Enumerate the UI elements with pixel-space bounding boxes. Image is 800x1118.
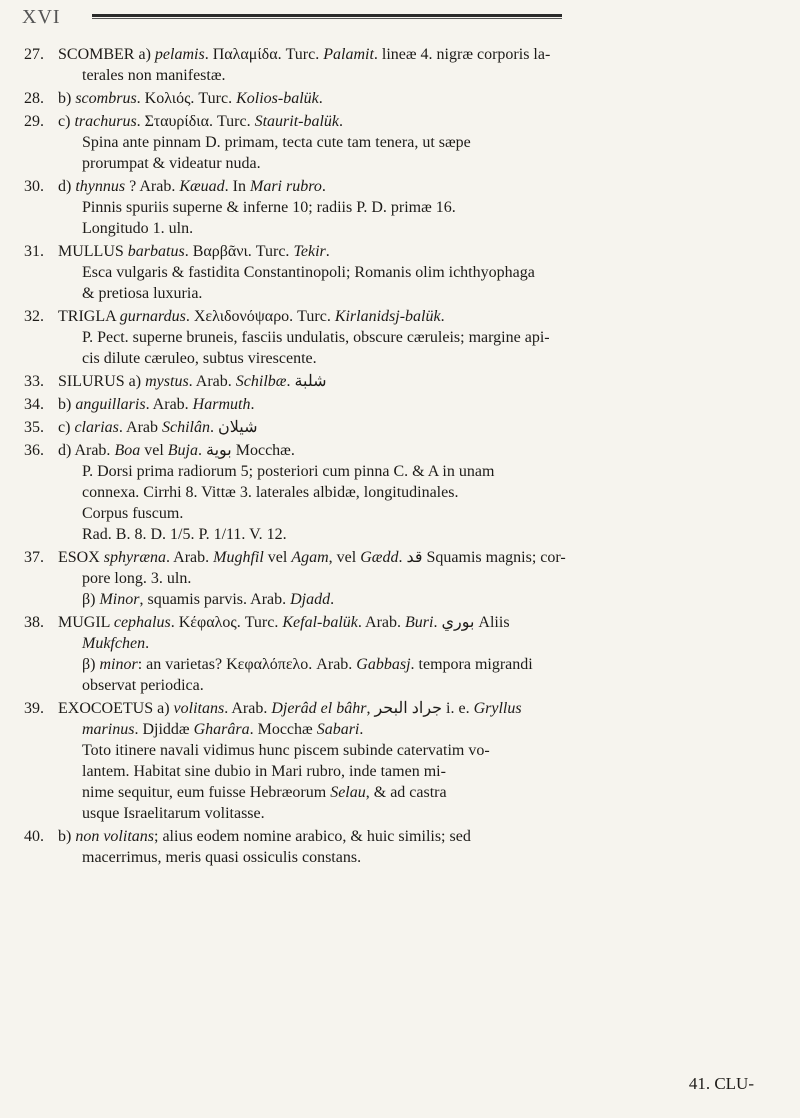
entry-line: ESOX sphyræna. Arab. Mughfil vel Agam, vel Gædd. قد Squamis magnis; cor- — [58, 549, 566, 566]
entry-line: d) thynnus ? Arab. Kæuad. In Mari rubro. — [58, 178, 326, 195]
entry-number: 38. — [24, 614, 44, 631]
entry-line: Spina ante pinnam D. primam, tecta cute tam tenera, ut sæpe — [82, 134, 471, 151]
entry-line: P. Pect. superne bruneis, fasciis undulatis, obscure cæruleis; margine api- — [82, 329, 550, 346]
entry-27 — [0, 44, 800, 86]
entry-line: marinus. Djiddæ Gharâra. Mocchæ Sabari. — [82, 721, 364, 738]
entry-line: Esca vulgaris & fastidita Constantinopoli; Romanis olim ichthyophaga — [82, 264, 535, 281]
entry-line: EXOCOETUS a) volitans. Arab. Djerâd el bâhr, جراد البحر i. e. Gryllus — [58, 700, 522, 717]
entry-line: SCOMBER a) pelamis. Παλαμίδα. Turc. Palamit. lineæ 4. nigræ corporis la- — [58, 46, 551, 63]
entry-line: c) clarias. Arab Schilân. شيلان — [58, 419, 258, 436]
entry-38 — [0, 612, 800, 696]
entry-number: 40. — [24, 828, 44, 845]
entry-number: 35. — [24, 419, 44, 436]
entry-40 — [0, 826, 800, 868]
entry-line: MUGIL cephalus. Κέφαλος. Turc. Kefal-balük. Arab. Buri. بوري Aliis — [58, 614, 510, 631]
entry-line: TRIGLA gurnardus. Χελιδονόψαρο. Turc. Kirlanidsj-balük. — [58, 308, 445, 325]
entry-line: SILURUS a) mystus. Arab. Schilbæ. شلبة — [58, 373, 327, 390]
entry-37 — [0, 547, 800, 610]
catchword: 41. CLU- — [688, 1074, 754, 1093]
header-rule — [92, 14, 562, 17]
header-rule-thin — [92, 18, 562, 19]
entry-line: lantem. Habitat sine dubio in Mari rubro, inde tamen mi- — [82, 763, 446, 780]
entry-number: 33. — [24, 373, 44, 390]
entry-line: b) anguillaris. Arab. Harmuth. — [58, 396, 255, 413]
entry-number: 28. — [24, 90, 44, 107]
entry-number: 39. — [24, 700, 44, 717]
entry-number: 34. — [24, 396, 44, 413]
entry-line: observat periodica. — [82, 677, 204, 694]
entry-line: b) non volitans; alius eodem nomine arabico, & huic similis; sed — [58, 828, 471, 845]
entry-line: usque Israelitarum volitasse. — [82, 805, 265, 822]
entry-28 — [0, 88, 800, 109]
entry-30 — [0, 176, 800, 239]
entry-line: c) trachurus. Σταυρίδια. Turc. Staurit-balük. — [58, 113, 344, 130]
entry-line: Corpus fuscum. — [82, 505, 184, 522]
entry-36 — [0, 440, 800, 545]
entry-line: pore long. 3. uln. — [82, 570, 192, 587]
entry-line: connexa. Cirrhi 8. Vittæ 3. laterales albidæ, longitudinales. — [82, 484, 459, 501]
entry-line: β) Minor, squamis parvis. Arab. Djadd. — [82, 591, 335, 608]
entry-line: terales non manifestæ. — [82, 67, 226, 84]
entry-number: 31. — [24, 243, 44, 260]
entry-line: macerrimus, meris quasi ossiculis constans. — [82, 849, 362, 866]
entry-line: MULLUS barbatus. Βαρβᾶνι. Turc. Tekir. — [58, 243, 330, 260]
species-entries — [0, 44, 800, 870]
entry-number: 36. — [24, 442, 44, 459]
entry-31 — [0, 241, 800, 304]
entry-number: 37. — [24, 549, 44, 566]
page-number: XVI — [22, 6, 61, 28]
entry-29 — [0, 111, 800, 174]
entry-line: Pinnis spuriis superne & inferne 10; radiis P. D. primæ 16. — [82, 199, 456, 216]
entry-line: cis dilute cæruleo, subtus virescente. — [82, 350, 317, 367]
entry-number: 32. — [24, 308, 44, 325]
entry-line: P. Dorsi prima radiorum 5; posteriori cum pinna C. & A in unam — [82, 463, 495, 480]
entry-line: nime sequitur, eum fuisse Hebræorum Selau, & ad castra — [82, 784, 447, 801]
entry-line: b) scombrus. Κολιός. Turc. Kolios-balük. — [58, 90, 323, 107]
entry-number: 30. — [24, 178, 44, 195]
entry-number: 27. — [24, 46, 44, 63]
entry-34 — [0, 394, 800, 415]
entry-line: prorumpat & videatur nuda. — [82, 155, 261, 172]
entry-line: & pretiosa luxuria. — [82, 285, 203, 302]
entry-line: Mukfchen. — [82, 635, 150, 652]
entry-line: Longitudo 1. uln. — [82, 220, 194, 237]
entry-39 — [0, 698, 800, 824]
entry-line: β) minor: an varietas? Κεφαλόπελο. Arab. Gabbasj. tempora migrandi — [82, 656, 533, 673]
entry-line: Rad. B. 8. D. 1/5. P. 1/11. V. 12. — [82, 526, 287, 543]
entry-33 — [0, 371, 800, 392]
entry-line: d) Arab. Boa vel Buja. بوية Mocchæ. — [58, 442, 295, 459]
entry-number: 29. — [24, 113, 44, 130]
entry-35 — [0, 417, 800, 438]
entry-32 — [0, 306, 800, 369]
entry-line: Toto itinere navali vidimus hunc piscem subinde catervatim vo- — [82, 742, 490, 759]
